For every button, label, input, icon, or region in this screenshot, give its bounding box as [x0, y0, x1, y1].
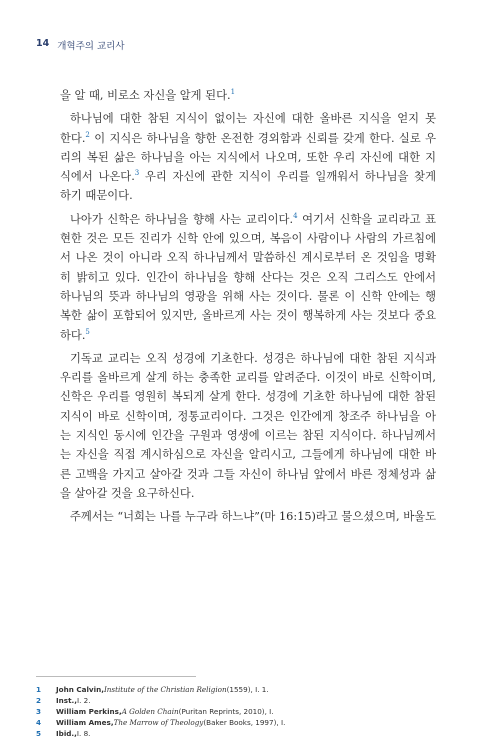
text-line: 한다.$^2$ 이 지식은 하나님을 향한 온전한 경외함과 신뢰를 갖게 한다. 실로 우: [60, 130, 436, 145]
body-text: [60, 86, 436, 527]
text-line: 주께서는 “너희는 나를 누구라 하느냐”(마 16:15)라고 물으셨으며, 바울도: [70, 510, 436, 524]
text-line: 복한 삶이 포함되어 있지만, 올바르게 사는 것이 행복하게 사는 것보다 중요: [60, 309, 436, 323]
footnote-detail: Ⅰ. 2.: [76, 696, 91, 705]
footnote-detail: (1559), Ⅰ. 1.: [226, 685, 269, 694]
footnote-author: John Calvin,: [56, 685, 104, 694]
text-line: 기독교 교리는 오직 성경에 기초한다. 성경은 하나님에 대한 참된 지식과: [70, 351, 436, 365]
footnote-ref[interactable]: 2: [85, 130, 90, 139]
footnote: [36, 695, 456, 706]
footnote-number: 2: [36, 696, 42, 705]
text-line: 하기 때문이다.: [60, 189, 133, 203]
footnote-title: Institute of the Christian Religion: [103, 685, 227, 694]
footnote: [36, 684, 456, 695]
footnote-divider: [36, 676, 196, 677]
text-line: 나아가 신학은 하나님을 향해 사는 교리이다.$^4$ 여기서 신학을 교리라고 표: [70, 212, 436, 226]
footnote-title: The Marrow of Theology: [113, 718, 204, 727]
footnote: [36, 717, 456, 728]
footnote-ref[interactable]: 5: [85, 327, 90, 336]
footnote-ref[interactable]: 4: [293, 212, 298, 221]
footnote-author: Ibid.,: [56, 729, 77, 738]
text-line: 른 고백을 가지고 살아갈 것과 그들 자신이 하나님 앞에서 바른 정체성과 삶: [60, 467, 436, 481]
footnotes: [36, 684, 456, 739]
footnote-author: Inst.,: [56, 696, 77, 705]
text-line: 지식이 바로 신학이며, 정통교리이다. 그것은 인간에게 창조주 하나님을 아: [60, 409, 436, 423]
footnote-ref[interactable]: 3: [134, 169, 140, 178]
book-title: 개혁주의 교리사: [57, 41, 125, 52]
footnote-number: 4: [36, 718, 42, 727]
footnote-author: William Perkins,: [56, 707, 122, 716]
footnote-title: A Golden Chain: [121, 707, 179, 716]
footnote-detail: (Puritan Reprints, 2010), Ⅰ.: [178, 707, 274, 716]
text-line: 히 밝히고 있다. 인간이 하나님을 향해 산다는 것은 오직 그리스도 안에서: [60, 270, 436, 284]
footnote-number: 1: [36, 685, 42, 694]
text-line: 는 지식인 동시에 인간을 구원과 영생에 이르는 참된 지식이다. 하나님께서: [60, 429, 436, 443]
footnote-detail: (Baker Books, 1997), Ⅰ.: [203, 718, 286, 727]
page-number: 14: [36, 38, 50, 49]
footnote-ref[interactable]: 1: [230, 88, 236, 97]
text-line: 현한 것은 모든 진리가 신학 안에 있으며, 복음이 사람이나 사람의 가르침에: [60, 232, 436, 246]
running-header: [36, 38, 125, 52]
text-line: 하다.$^5$: [60, 327, 90, 342]
footnote-detail: Ⅰ. 8.: [76, 729, 91, 738]
text-line: 식에서 나온다.$^3$ 우리 자신에 관한 지식이 우리를 일깨워서 하나님을 찾게: [60, 169, 436, 184]
text-line: 하나님에 대한 참된 지식이 없이는 자신에 대한 올바른 지식을 얻지 못: [70, 112, 436, 126]
footnote: [36, 728, 456, 739]
text-line: 을 알 때, 비로소 자신을 알게 된다.$^1$: [60, 88, 236, 102]
text-line: 리의 복된 삶은 하나님을 아는 지식에서 나오며, 또한 우리 자신에 대한 지: [60, 150, 436, 164]
footnote: [36, 706, 456, 717]
footnote-author: William Ames,: [56, 718, 114, 727]
text-line: 는 자신을 직접 계시하심으로 자신을 알리시고, 그들에게 하나님에 대한 바: [60, 448, 436, 462]
footnote-number: 5: [36, 729, 42, 738]
text-line: 을 살아갈 것을 요구하신다.: [60, 486, 195, 500]
text-line: 신학은 우리를 영원히 복되게 살게 한다. 성경에 기초한 하나님에 대한 참된: [60, 390, 436, 404]
footnote-number: 3: [36, 707, 42, 716]
text-line: 우리를 올바르게 살게 하는 충족한 교리를 알려준다. 이것이 바로 신학이며,: [60, 371, 436, 385]
text-line: 하나님의 뜻과 하나님의 영광을 위해 사는 것이다. 물론 이 신학 안에는 행: [60, 289, 436, 303]
text-line: 서 나온 것이 아니라 오직 하나님께서 말씀하신 계시로부터 온 것임을 명확: [60, 251, 436, 265]
